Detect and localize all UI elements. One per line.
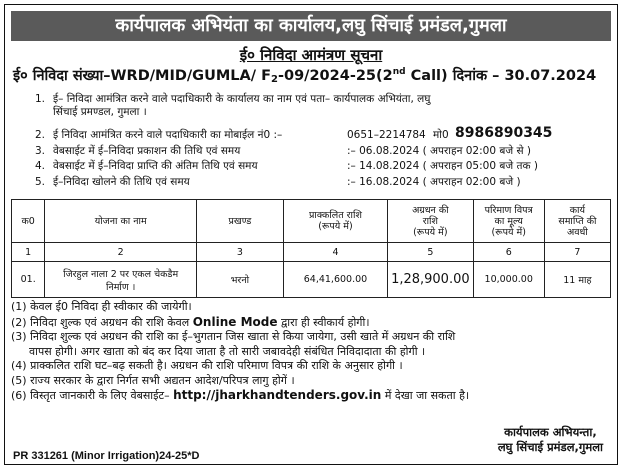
condition-1: (1) केवल ई0 निविदा ही स्वीकार की जायेगी। [11,300,192,313]
signature-block [498,425,603,455]
tender-number-mid: -09/2024-25(2 [277,68,393,84]
table-index-row [12,243,611,262]
detail-item-1 [35,93,431,106]
detail-item-number: 5. [35,176,46,188]
detail-item-number: 3. [35,145,46,157]
mobile-number: 8986890345 [455,125,553,141]
signature-line-2: लघु सिंचाई प्रमंडल,गुमला [497,440,603,454]
table-row [12,262,611,298]
condition-3: (3) निविदा शुल्क एवं अग्रधन की राशि का ई–भुगतान जिस खाता से किया जायेगा, उसी खाते में अग्रधन की राशि [11,330,456,343]
conditions-list [11,300,611,404]
table-header-row [12,200,611,243]
tender-number-call: Call) [405,68,448,84]
condition-6 [11,388,611,404]
tender-date-label: दिनांक – [447,68,505,84]
table-cell: 5 [388,243,474,262]
detail-item-label: ई–निविदा खोलने की तिथि एवं समय [53,176,190,188]
condition-6-pre: (6) विस्तृत जानकारी के लिए वेबसाईट– [11,389,174,402]
tender-table [11,199,611,298]
condition-5: (5) राज्य सरकार के द्वारा निर्गत सभी अद्यतन आदेश/परिपत्र लागु होगें । [11,373,295,387]
table-header-cell: क0 [12,200,45,243]
tender-notice-page [4,4,618,465]
condition-4: (4) प्राक्कलित राशि घट–बढ़ सकती है। अग्रधन की राशि परिमाण विपत्र की राशि के अनुसार होगी । [11,359,403,372]
detail-item-label: वेबसाईट में ई–निविदा प्राप्ति की अंतिम तिथि एवं समय [53,160,258,172]
detail-item-text: ई– निविदा आमंत्रित करने वाले पदाधिकारी के कार्यालय का नाम एवं पता– कार्यपालक अभियंता, लघु [53,93,431,105]
detail-item-value: :– 16.08.2024 ( अपराहन 02:00 बजे ) [347,176,521,188]
tender-number-prefix: ई० निविदा संख्या–WRD/MID/GUMLA/ F [13,68,271,84]
table-cell: 1 [12,243,45,262]
signature-line-1: कार्यपालक अभियन्ता, [504,425,597,439]
table-cell: 6 [473,243,544,262]
table-cell: भरनो [196,262,283,298]
condition-2-post: द्वारा ही स्वीकार्य होगी। [277,315,370,329]
table-cell-scheme: जिरहुल नाला 2 पर एकल चेकडैम निर्माण । [45,262,197,298]
detail-item-label: ई निविदा आमंत्रित करने वाले पदाधिकारी का मोबाईल नं0 :– [53,129,283,141]
condition-6-post: में देखा जा सकता है। [381,389,470,402]
tender-number-line [13,65,613,85]
table-cell-earnest: 1,28,900.00 [388,262,474,298]
pr-number: PR 331261 (Minor Irrigation)24-25*D [13,450,200,462]
notice-subtitle: ई० निविदा आमंत्रण सूचना [239,46,383,64]
detail-item-text: सिंचाई प्रमण्डल, गुमला । [53,106,147,118]
table-header-cell: कार्य समाप्ति की अवधी [544,200,610,243]
table-cell: 2 [45,243,197,262]
table-cell: 64,41,600.00 [283,262,387,298]
table-header-cell: अग्रधन की राशि (रूपये में) [388,200,474,243]
detail-item-value: :– 14.08.2024 ( अपराहन 05:00 बजे तक ) [347,160,538,172]
tender-date: 30.07.2024 [504,68,597,84]
table-header-cell: प्राक्कलित राशि (रूपये में) [283,200,387,243]
detail-item-3 [35,145,532,158]
mobile-label: मो0 [433,129,449,141]
condition-2-pre: (2) निविदा शुल्क एवं अग्रधन की राशि केवल [11,315,193,329]
detail-item-2 [35,125,553,142]
detail-item-number: 4. [35,160,46,172]
detail-item-1-cont [53,106,147,119]
tender-number-superscript: nd [392,67,406,78]
table-cell: 11 माह [544,262,610,298]
table-header-cell: प्रखण्ड [196,200,283,243]
website-link[interactable]: http://jharkhandtenders.gov.in [173,388,382,402]
table-cell: 3 [196,243,283,262]
office-title-banner: कार्यपालक अभियंता का कार्यालय,लघु सिंचाई प्रमंडल,गुमला [11,11,611,41]
detail-item-value: :– 06.08.2024 ( अपराहन 02:00 बजे से ) [347,145,532,157]
table-header-cell: योजना का नाम [45,200,197,243]
detail-item-number: 1. [35,93,46,105]
condition-3-cont: वापस होगी। अगर खाता को बंद कर दिया जाता है तो सारी जबावदेही संबंधित निविदादाता की होगी । [29,344,426,358]
detail-item-number: 2. [35,129,46,141]
detail-item-label: वेबसाईट में ई–निविदा प्रकाशन की तिथि एवं समय [53,145,241,157]
table-header-cell: परिमाण विपत्र का मूल्य (रूपये में) [473,200,544,243]
table-cell: 01. [12,262,45,298]
office-phone: 0651–2214784 [347,129,426,141]
table-cell: 4 [283,243,387,262]
table-cell: 7 [544,243,610,262]
table-cell: 10,000.00 [473,262,544,298]
tender-number-subscript: 2 [271,74,278,85]
online-mode-text: Online Mode [192,314,278,329]
detail-item-5 [35,176,521,189]
detail-item-4 [35,160,538,173]
condition-2 [11,315,611,331]
